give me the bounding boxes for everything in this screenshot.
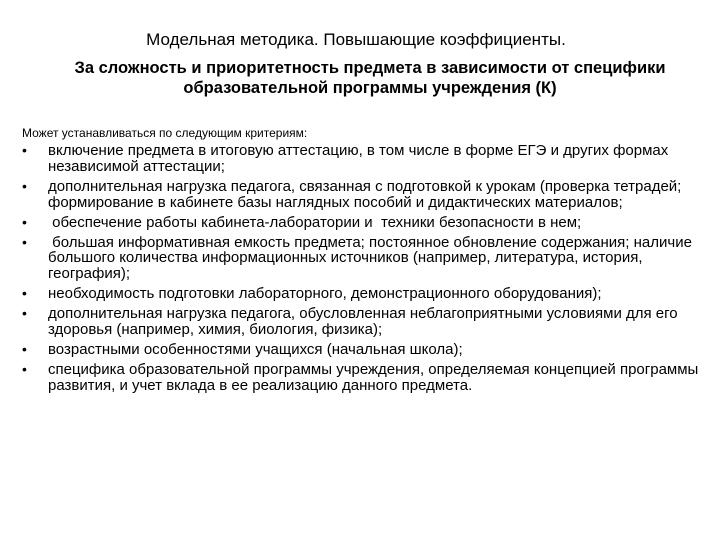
slide-subtitle: За сложность и приоритетность предмета в зависимости от специфики образовательной программы учреждения (К) [74, 59, 666, 97]
criteria-text: большая информативная емкость предмета; постоянное обновление содержания; наличие большого количества информационных источников (например, литература, история, география); [48, 233, 697, 283]
slide-title: Модельная методика. Повышающие коэффициенты. [146, 30, 566, 49]
criteria-item [22, 179, 706, 211]
criteria-item [22, 215, 706, 231]
criteria-text: обеспечение работы кабинета-лаборатории и техники безопасности в нем; [48, 213, 582, 231]
bullet-icon: • [22, 340, 27, 357]
criteria-item [22, 342, 706, 358]
criteria-text: необходимость подготовки лабораторного, демонстрационного оборудования); [48, 285, 602, 303]
bullet-icon: • [22, 213, 27, 230]
bullet-icon: • [22, 142, 27, 158]
criteria-item [22, 286, 706, 302]
criteria-text: специфика образовательной программы учреждения, определяемая концепцией программы развития, и учет вклада в ее реализацию данного предмета. [48, 360, 699, 394]
bullet-icon: • [22, 177, 27, 194]
bullet-icon: • [22, 305, 27, 322]
bullet-icon: • [22, 233, 27, 250]
criteria-text: дополнительная нагрузка педагога, обусловленная неблагоприятными условиями для его здоровья (например, химия, биология, физика); [48, 305, 678, 338]
criteria-item [22, 362, 706, 394]
criteria-item [22, 306, 706, 338]
bullet-icon: • [22, 360, 27, 377]
criteria-text: дополнительная нагрузка педагога, связанная с подготовкой к урокам (проверка тетрадей; формирование в кабинете базы наглядных пособий и дидактических материалов; [48, 177, 682, 211]
criteria-intro: Может устанавливаться по следующим критериям: [22, 126, 308, 140]
bullet-icon: • [22, 285, 27, 302]
criteria-text: включение предмета в итоговую аттестацию, в том числе в форме ЕГЭ и других формах независимой аттестации; [48, 142, 669, 175]
criteria-item [22, 235, 706, 282]
criteria-list [22, 143, 706, 398]
criteria-item [22, 143, 706, 175]
criteria-text: возрастными особенностями учащихся (начальная школа); [48, 340, 463, 358]
